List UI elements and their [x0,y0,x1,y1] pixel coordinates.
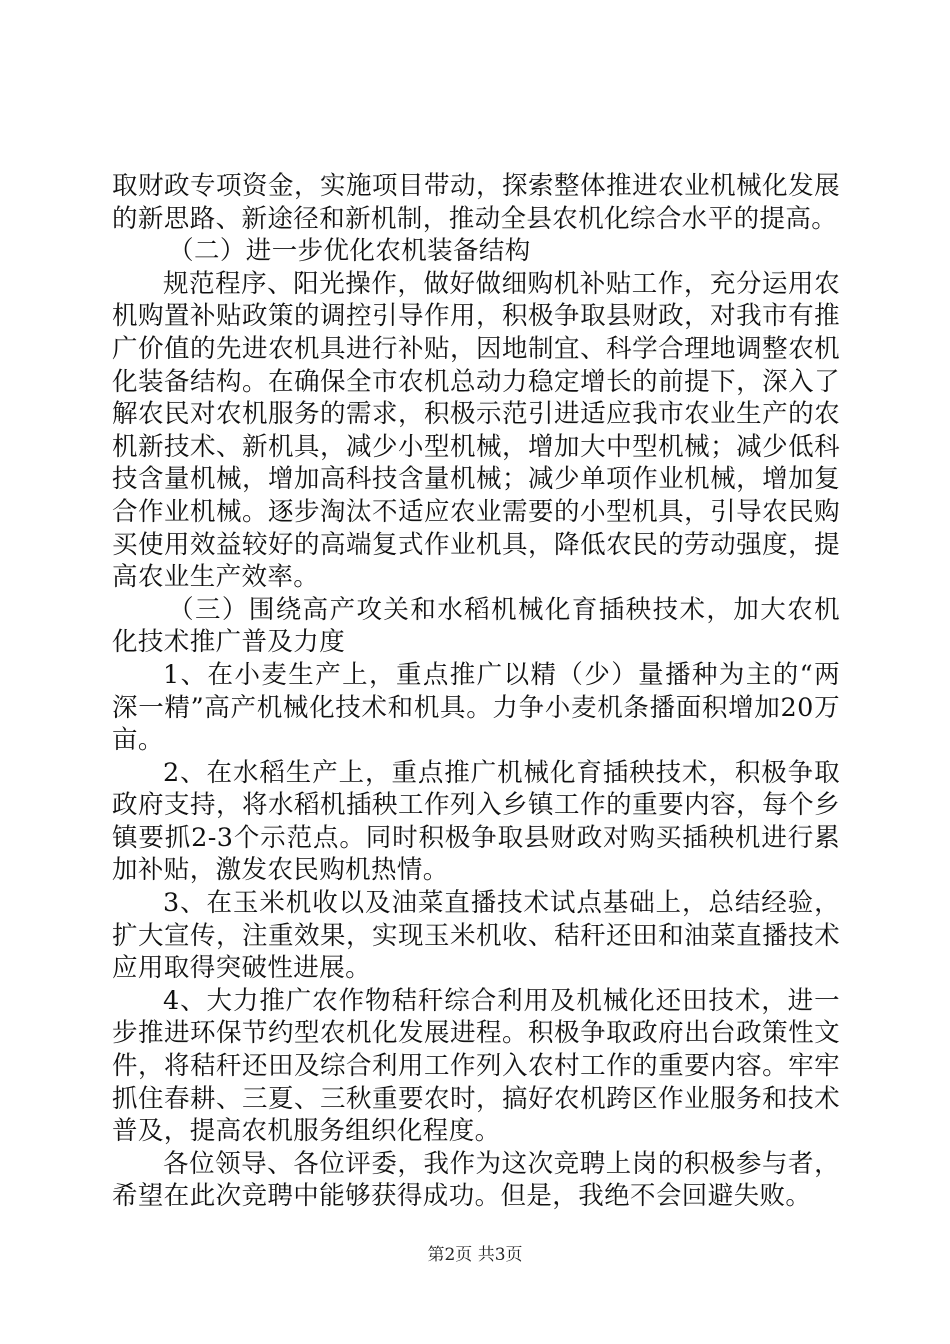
page-footer: 第2页 共3页 [427,1245,523,1265]
paragraph-equipment-structure: 规范程序、阳光操作，做好做细购机补贴工作，充分运用农机购置补贴政策的调控引导作用，积极争取县财政，对我市有推广价值的先进农机具进行补贴，因地制宜、科学合理地调整农机化装备结构。在确保全市农机总动力稳定增长的前提下，深入了解农民对农机服务的需求，积极示范引进适应我市农业生产的农机新技术、新机具，减少小型机械，增加大中型机械；减少低科技含量机械，增加高科技含量机械；减少单项作业机械，增加复合作业机械。逐步淘汰不适应农业需要的小型机具，引导农民购买使用效益较好的高端复式作业机具，降低农民的劳动强度，提高农业生产效率。 [112,268,840,593]
section-heading-3: （三）围绕高产攻关和水稻机械化育插秧技术，加大农机化技术推广普及力度 [112,594,840,658]
document-body [112,170,840,1213]
section-heading-2: （二）进一步优化农机装备结构 [168,236,531,267]
paragraph-closing: 各位领导、各位评委，我作为这次竞聘上岗的积极参与者，希望在此次竞聘中能够获得成功。但是，我绝不会回避失败。 [112,1148,840,1212]
paragraph-item-1: 1、在小麦生产上，重点推广以精（少）量播种为主的“两深一精”高产机械化技术和机具。力争小麦机条播面积增加20万亩。 [112,659,840,756]
paragraph-continuation: 取财政专项资金，实施项目带动，探索整体推进农业机械化发展的新思路、新途径和新机制，推动全县农机化综合水平的提高。 [112,171,840,234]
paragraph-item-4: 4、大力推广农作物秸秆综合利用及机械化还田技术，进一步推进环保节约型农机化发展进程。积极争取政府出台政策性文件，将秸秆还田及综合利用工作列入农村工作的重要内容。牢牢抓住春耕、三夏、三秋重要农时，搞好农机跨区作业服务和技术普及，提高农机服务组织化程度。 [112,985,840,1147]
paragraph-item-2: 2、在水稻生产上，重点推广机械化育插秧技术，积极争取政府支持，将水稻机插秧工作列入乡镇工作的重要内容，每个乡镇要抓2-3个示范点。同时积极争取县财政对购买插秧机进行累加补贴，激发农民购机热情。 [112,757,840,886]
paragraph-item-3: 3、在玉米机收以及油菜直播技术试点基础上，总结经验，扩大宣传，注重效果，实现玉米机收、秸秆还田和油菜直播技术应用取得突破性进展。 [112,888,840,984]
